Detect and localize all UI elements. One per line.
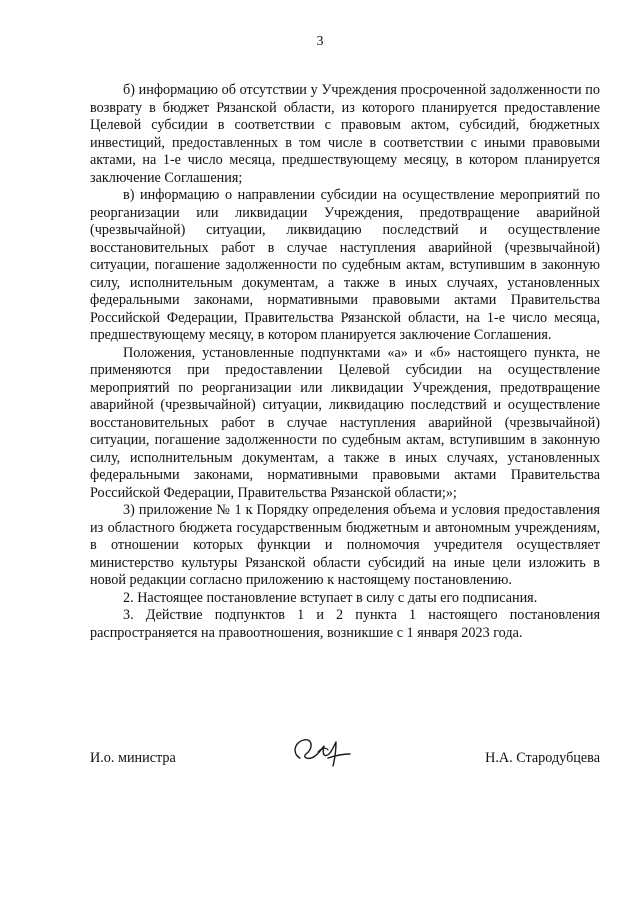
paragraph-subitem-v: в) информацию о направлении субсидии на осуществление мероприятий по реорганизации или ликвидации Учреждения, предотвращение аварийной (чрезвычайной) ситуации, ликвидацию последствий и осуществление восстановительных работ в случае наступления аварийной (чрезвычайной) ситуации, погашение задолженности по судебным актам, вступившим в законную силу, исполнительным документам, а также в иных случаях, установленных федеральными законами, нормативными правовыми актами Правительства Российской Федерации, Правительства Рязанской области, на 1-е число месяца, предшествующему месяцу, в котором планируется заключение Соглашения. [90,187,600,343]
signature-block [90,740,600,780]
paragraph-provisions: Положения, установленные подпунктами «а» и «б» настоящего пункта, не применяются при предоставлении Целевой субсидии на осуществление мероприятий по реорганизации или ликвидации Учреждения, предотвращение аварийной (чрезвычайной) ситуации, ликвидацию последствий и осуществление восстановительных работ в случае наступления аварийной (чрезвычайной) ситуации, погашение задолженности по судебным актам, вступившим в законную силу, исполнительным документам, а также в иных случаях, установленных федеральными законами, нормативными правовыми актами Правительства Российской Федерации, Правительства Рязанской области;»; [90,344,600,501]
document-body [90,82,600,642]
paragraph-applicability: 3. Действие подпунктов 1 и 2 пункта 1 настоящего постановления распространяется на правоотношения, возникшие с 1 января 2023 года. [90,607,600,641]
signatory-name: Н.А. Стародубцева [485,750,600,766]
paragraph-subitem-b: б) информацию об отсутствии у Учреждения просроченной задолженности по возврату в бюджет Рязанской области, из которого планируется предоставление Целевой субсидии в соответствии с правовым актом, субсидий, бюджетных инвестиций, предоставленных в том числе в соответствии с иными правовыми актами, на 1-е число месяца, предшествующему месяцу, в котором планируется заключение Соглашения; [90,82,600,186]
signatory-role: И.о. министра [90,750,176,766]
paragraph-item-3: 3) приложение № 1 к Порядку определения объема и условия предоставления из областного бюджета государственным бюджетным и автономным учреждениям, в отношении которых функции и полномочия учредителя осуществляет министерство культуры Рязанской области субсидий на иные цели изложить в новой редакции согласно приложению к настоящему постановлению. [90,502,600,588]
paragraph-effective-date: 2. Настоящее постановление вступает в силу с даты его подписания. [123,589,538,606]
page-number: 3 [316,34,324,49]
handwritten-signature [288,728,358,772]
